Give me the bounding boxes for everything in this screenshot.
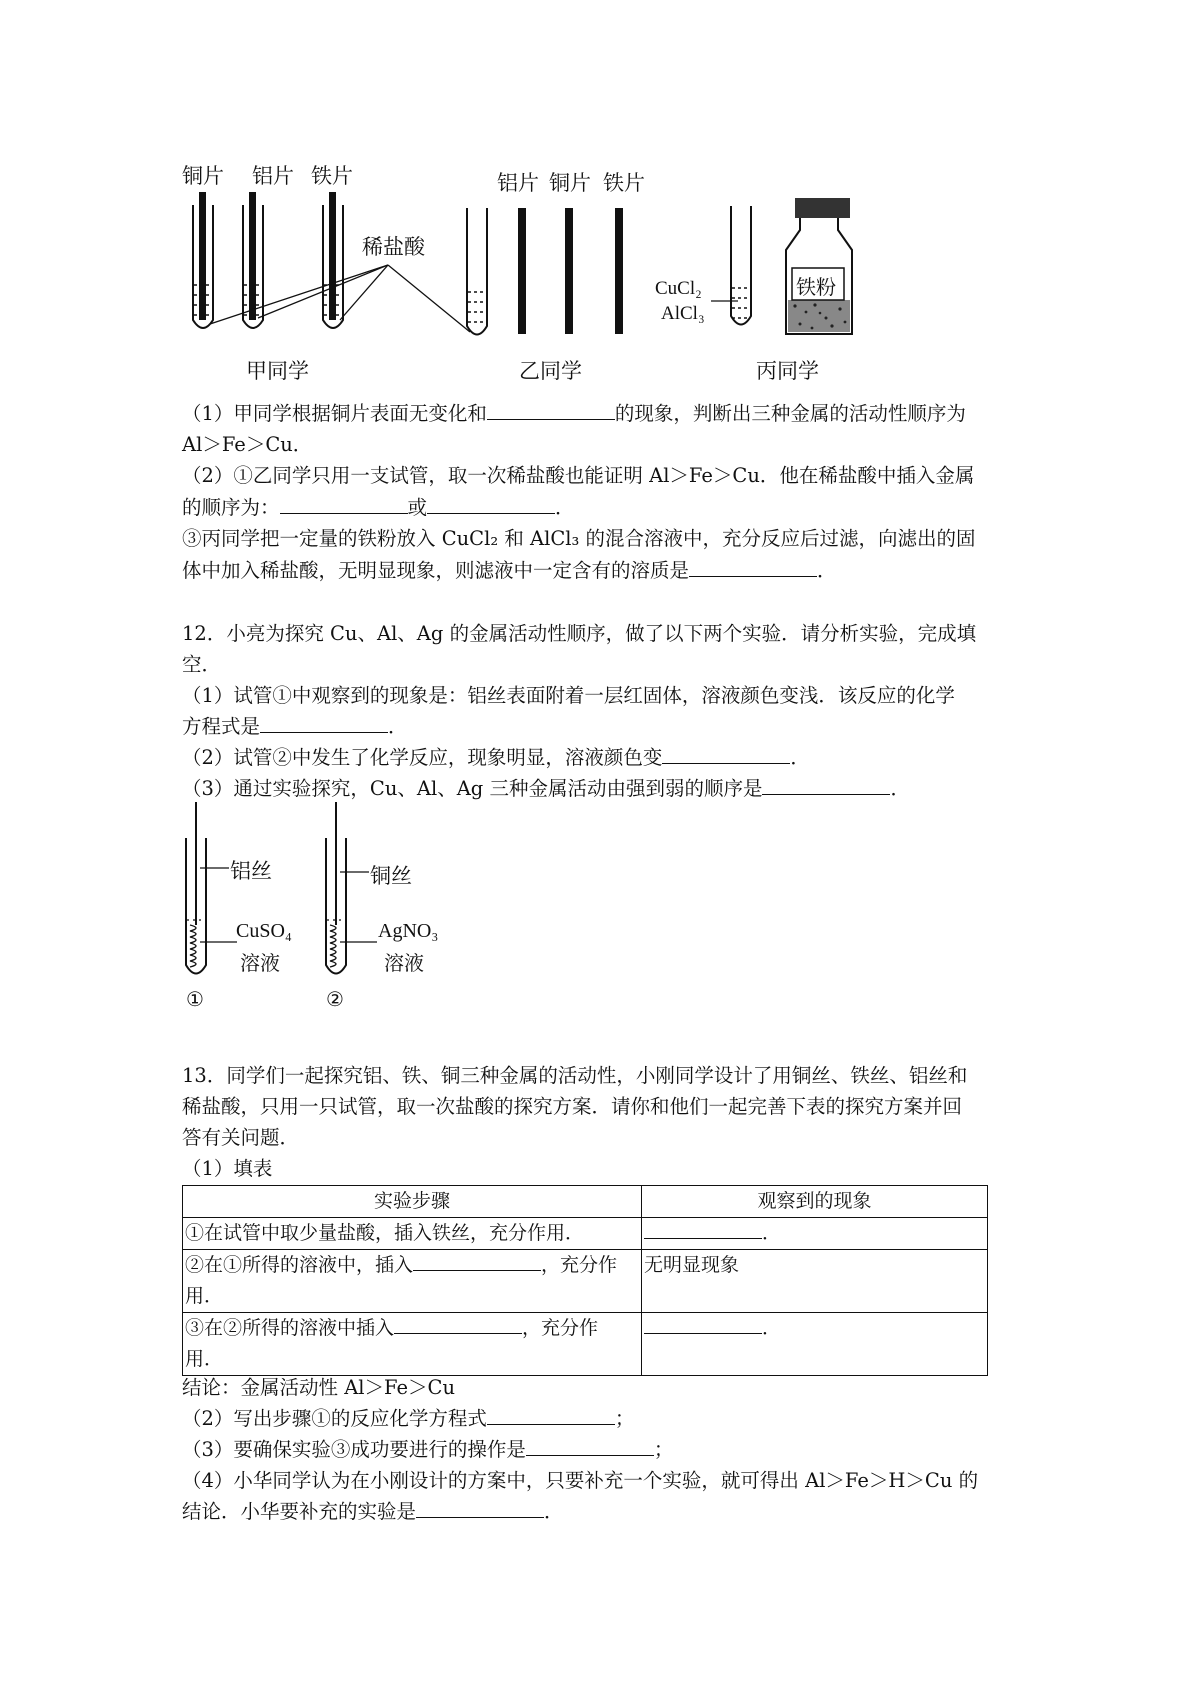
- caption-bing: 丙同学: [756, 359, 819, 383]
- q11-p3-text-c: ．: [817, 559, 837, 582]
- row1-obs-end: ．: [762, 1222, 782, 1244]
- label-copper-wire: 铜丝: [370, 864, 412, 888]
- answer-blank[interactable]: [260, 713, 388, 733]
- q13-part1: （1）填表: [182, 1157, 273, 1180]
- answer-blank[interactable]: [644, 1219, 762, 1239]
- q13-part2: [182, 1403, 1012, 1434]
- q13-p4-text-b: 结论．小华要补充的实验是: [182, 1500, 417, 1523]
- q13-part3: [182, 1434, 1012, 1465]
- q13-p3-text-b: ；: [653, 1438, 674, 1461]
- q12-p1-text-c: ．: [388, 715, 408, 738]
- q11-part1-line2: Al＞Fe＞Cu．: [182, 433, 313, 456]
- q13-p4-text-c: ．: [544, 1500, 564, 1523]
- answer-blank[interactable]: [662, 744, 790, 764]
- table-row: [183, 1250, 988, 1313]
- answer-blank[interactable]: [487, 400, 615, 420]
- answer-blank[interactable]: [526, 1436, 654, 1456]
- q13-part4-line2: [182, 1496, 1012, 1527]
- label-aluminum-sheet: 铝片: [252, 164, 294, 188]
- q13-intro-line1: 13．同学们一起探究铝、铁、铜三种金属的活动性，小刚同学设计了用铜丝、铁丝、铝丝和: [182, 1064, 968, 1087]
- answer-blank[interactable]: [644, 1314, 762, 1334]
- label-tube-2: ②: [326, 987, 344, 1011]
- caption-jia: 甲同学: [246, 359, 309, 383]
- label-cuso4: CuSO₄: [236, 920, 292, 942]
- header-steps: 实验步骤: [183, 1186, 642, 1218]
- caption-yi: 乙同学: [519, 359, 582, 383]
- q13-p2-text-b: ；: [614, 1407, 635, 1430]
- answer-blank[interactable]: [280, 494, 408, 514]
- q12-p3-text-b: ．: [890, 777, 910, 800]
- q12-intro-line2: 空．: [182, 653, 222, 676]
- label-iron-powder: 铁粉: [796, 275, 836, 299]
- q11-part2-line2: [182, 492, 1012, 523]
- row3-step-a: ③在②所得的溶液中插入: [185, 1317, 395, 1339]
- row2-step: [183, 1250, 642, 1313]
- row3-obs-end: ．: [762, 1317, 782, 1339]
- table-row: [183, 1313, 988, 1376]
- q13-p3-text-a: （3）要确保实验③成功要进行的操作是: [182, 1438, 526, 1461]
- q11-p2-text-b: 的顺序为：: [182, 496, 280, 519]
- q13-p2-text-a: （2）写出步骤①的反应化学方程式: [182, 1407, 487, 1430]
- q12-tubes-diagram: [0, 800, 500, 1010]
- yi-label-iron: 铁片: [603, 171, 645, 195]
- q12-p1-text-b: 方程式是: [182, 715, 261, 738]
- q11-p2-text-d: ．: [555, 496, 575, 519]
- answer-blank[interactable]: [413, 1251, 541, 1271]
- q12-p2-text-b: ．: [790, 746, 810, 769]
- row2-step-b: ，充分作: [541, 1254, 618, 1276]
- label-tube-1: ①: [186, 987, 204, 1011]
- yi-label-copper: 铜片: [549, 171, 591, 195]
- label-copper-sheet: 铜片: [182, 164, 224, 188]
- yi-label-aluminum: 铝片: [497, 171, 539, 195]
- answer-blank[interactable]: [487, 1405, 615, 1425]
- header-observations: 观察到的现象: [642, 1186, 988, 1218]
- q11-p1-text-b: 的现象，判断出三种金属的活动性顺序为: [614, 402, 966, 425]
- row1-step: ①在试管中取少量盐酸，插入铁丝，充分作用．: [183, 1218, 642, 1250]
- q13-intro-line2: 稀盐酸，只用一只试管，取一次盐酸的探究方案．请你和他们一起完善下表的探究方案并回: [182, 1095, 963, 1118]
- label-alcl3: AlCl₃: [661, 303, 705, 324]
- q11-part3-line2: [182, 555, 1012, 586]
- experiment-table: [182, 1185, 988, 1376]
- q12-p3-text-a: （3）通过实验探究，Cu、Al、Ag 三种金属活动由强到弱的顺序是: [182, 777, 763, 800]
- q11-p3-text-b: 体中加入稀盐酸，无明显现象，则滤液中一定含有的溶质是: [182, 559, 690, 582]
- answer-blank[interactable]: [427, 494, 555, 514]
- label-aluminum-wire: 铝丝: [230, 859, 272, 883]
- answer-blank[interactable]: [394, 1314, 522, 1334]
- label-dilute-hcl: 稀盐酸: [362, 235, 425, 259]
- q12-part2: [182, 742, 1012, 773]
- q12-part1-line2: [182, 711, 1012, 742]
- q11-p2-text-c: 或: [407, 496, 428, 519]
- q11-p1-text-a: （1）甲同学根据铜片表面无变化和: [182, 402, 487, 425]
- q11-part2-line1: （2）①乙同学只用一支试管，取一次稀盐酸也能证明 Al＞Fe＞Cu．他在稀盐酸中插入金属: [182, 464, 975, 487]
- answer-blank[interactable]: [416, 1498, 544, 1518]
- answer-blank[interactable]: [762, 775, 890, 795]
- table-row: [183, 1218, 988, 1250]
- label-solution-2: 溶液: [384, 951, 424, 975]
- row3-step-b: ，充分作: [522, 1317, 599, 1339]
- q13-part4-line1: （4）小华同学认为在小刚设计的方案中，只要补充一个实验，就可得出 Al＞Fe＞H＞Cu 的: [182, 1469, 979, 1492]
- table-header-row: [183, 1186, 988, 1218]
- label-iron-sheet: 铁片: [311, 164, 353, 188]
- jia-test-tubes-diagram: [0, 0, 1191, 360]
- label-solution-1: 溶液: [240, 951, 280, 975]
- label-agno3: AgNO₃: [378, 920, 439, 942]
- q13-conclusion: 结论：金属活动性 Al＞Fe＞Cu: [182, 1376, 456, 1399]
- q12-part1-line1: （1）试管①中观察到的现象是：铝丝表面附着一层红固体，溶液颜色变浅．该反应的化学: [182, 684, 955, 707]
- row1-observation: [642, 1218, 988, 1250]
- row2-step-c: 用．: [185, 1285, 224, 1307]
- q12-p2-text-a: （2）试管②中发生了化学反应，现象明显，溶液颜色变: [182, 746, 663, 769]
- row3-observation: [642, 1313, 988, 1376]
- q11-part1-line1: [182, 398, 1012, 429]
- row2-observation: 无明显现象: [642, 1250, 988, 1313]
- row3-step: [183, 1313, 642, 1376]
- answer-blank[interactable]: [689, 557, 817, 577]
- q11-part3-line1: ③丙同学把一定量的铁粉放入 CuCl₂ 和 AlCl₃ 的混合溶液中，充分反应后过滤，向滤出的固: [182, 527, 976, 550]
- row3-step-c: 用．: [185, 1348, 224, 1370]
- row2-step-a: ②在①所得的溶液中，插入: [185, 1254, 414, 1276]
- q13-intro-line3: 答有关问题．: [182, 1126, 300, 1149]
- q12-intro-line1: 12．小亮为探究 Cu、Al、Ag 的金属活动性顺序，做了以下两个实验．请分析实验，完成填: [182, 622, 977, 645]
- label-cucl2: CuCl₂: [655, 278, 702, 299]
